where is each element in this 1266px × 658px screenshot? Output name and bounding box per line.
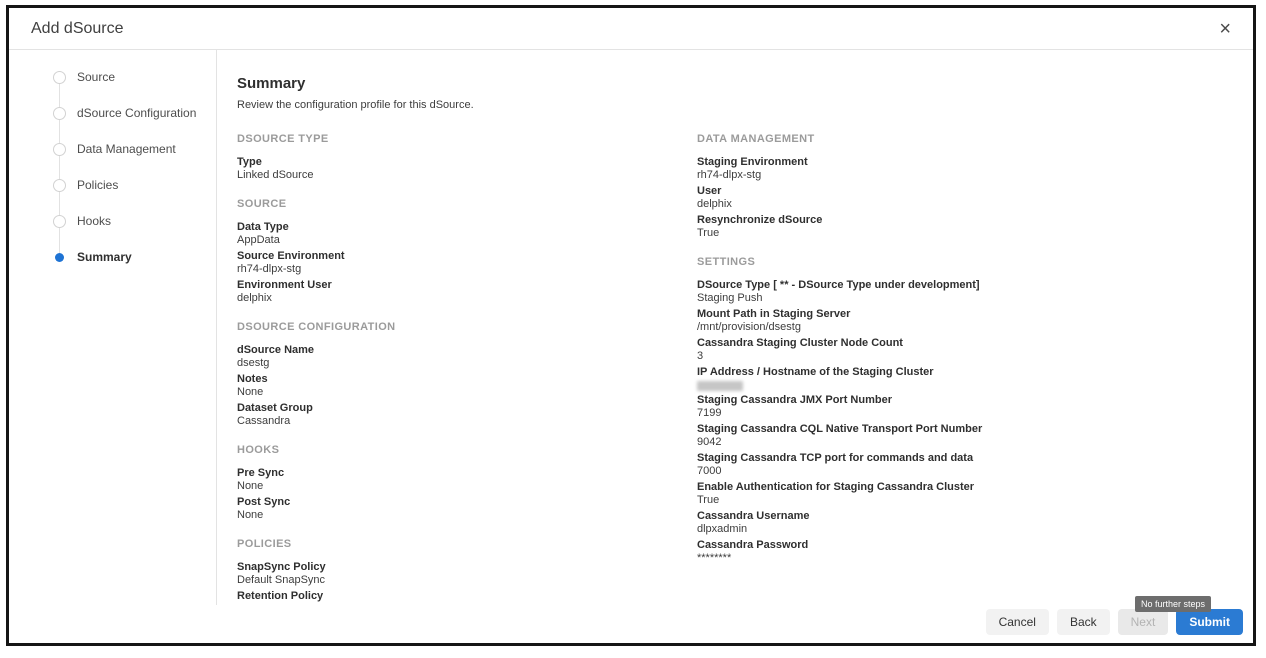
field-value: Staging Push xyxy=(697,292,763,304)
field-value: 7000 xyxy=(697,465,722,477)
field-type xyxy=(237,156,697,182)
field-cassandra-staging-cluster-node-count xyxy=(697,337,1225,363)
field-value: 7199 xyxy=(697,407,722,419)
field-ip-address-hostname-of-the-staging-cluster xyxy=(697,366,1225,391)
no-further-steps-tooltip: No further steps xyxy=(1135,596,1211,612)
field-mount-path-in-staging-server xyxy=(697,308,1225,334)
field-label: IP Address / Hostname of the Staging Cluster xyxy=(697,366,934,378)
next-button[interactable]: Next xyxy=(1118,609,1169,635)
add-dsource-dialog xyxy=(6,5,1256,646)
step-label: Source xyxy=(77,70,116,84)
field-label: Post Sync xyxy=(237,496,291,508)
field-dsource-type-dsource-type-under-development xyxy=(697,279,1225,305)
field-label: User xyxy=(697,185,722,197)
section-dsource-configuration xyxy=(237,321,697,428)
close-icon[interactable]: × xyxy=(1219,17,1231,40)
section-heading: DSOURCE TYPE xyxy=(237,133,329,145)
cancel-button[interactable]: Cancel xyxy=(986,609,1049,635)
field-label: Resynchronize dSource xyxy=(697,214,823,226)
dialog-footer xyxy=(9,599,1253,643)
field-value: dlpxadmin xyxy=(697,523,748,535)
field-value: None xyxy=(237,386,264,398)
field-label: Staging Cassandra JMX Port Number xyxy=(697,394,892,406)
step-circle-icon xyxy=(53,215,66,228)
field-value: delphix xyxy=(697,198,732,210)
section-heading: POLICIES xyxy=(237,538,292,550)
section-heading: SETTINGS xyxy=(697,256,756,268)
step-label: Summary xyxy=(77,250,132,264)
section-hooks xyxy=(237,444,697,522)
field-label: Enable Authentication for Staging Cassandra Cluster xyxy=(697,481,975,493)
section-heading: SOURCE xyxy=(237,198,287,210)
wizard-step-policies[interactable] xyxy=(53,179,216,192)
field-label: Notes xyxy=(237,373,268,385)
field-label: Environment User xyxy=(237,279,332,291)
field-label: Cassandra Username xyxy=(697,510,810,522)
field-label: Staging Cassandra TCP port for commands and data xyxy=(697,452,974,464)
step-label: dSource Configuration xyxy=(77,106,197,120)
field-label: Source Environment xyxy=(237,250,345,262)
field-value: None xyxy=(237,509,264,521)
field-value: True xyxy=(697,227,720,239)
dialog-title: Add dSource xyxy=(31,19,124,37)
field-staging-cassandra-tcp-port-for-commands-and-data xyxy=(697,452,1225,478)
summary-content xyxy=(217,50,1253,605)
field-snapsync-policy xyxy=(237,561,697,587)
redacted-value xyxy=(697,381,743,391)
field-value: Linked dSource xyxy=(237,169,314,181)
field-pre-sync xyxy=(237,467,697,493)
section-heading: DSOURCE CONFIGURATION xyxy=(237,321,396,333)
field-value: None xyxy=(237,480,264,492)
field-data-type xyxy=(237,221,697,247)
field-value: /mnt/provision/dsestg xyxy=(697,321,801,333)
field-label: Mount Path in Staging Server xyxy=(697,308,851,320)
section-data-management xyxy=(697,133,1225,240)
wizard-step-data-management[interactable] xyxy=(53,143,216,156)
field-label: Data Type xyxy=(237,221,289,233)
section-heading: HOOKS xyxy=(237,444,280,456)
wizard-step-hooks[interactable] xyxy=(53,215,216,228)
wizard-step-source[interactable] xyxy=(53,71,216,84)
step-label: Data Management xyxy=(77,142,176,156)
dialog-body xyxy=(9,50,1253,605)
step-circle-icon xyxy=(53,107,66,120)
wizard-step-summary[interactable] xyxy=(53,251,216,264)
summary-left-column xyxy=(237,117,697,605)
dialog-header xyxy=(9,8,1253,50)
field-post-sync xyxy=(237,496,697,522)
field-dataset-group xyxy=(237,402,697,428)
field-label: DSource Type [ ** - DSource Type under development] xyxy=(697,279,980,291)
field-cassandra-password xyxy=(697,539,1225,565)
field-value: 3 xyxy=(697,350,704,362)
field-value: dsestg xyxy=(237,357,270,369)
step-active-dot-icon xyxy=(55,253,64,262)
field-staging-cassandra-jmx-port-number xyxy=(697,394,1225,420)
field-environment-user xyxy=(237,279,697,305)
field-label: Cassandra Password xyxy=(697,539,809,551)
field-label: Retention Policy xyxy=(237,590,324,602)
step-label: Hooks xyxy=(77,214,112,228)
wizard-step-nav xyxy=(9,50,217,605)
field-source-environment xyxy=(237,250,697,276)
step-label: Policies xyxy=(77,178,119,192)
field-value: Default SnapSync xyxy=(237,574,326,586)
field-label: Cassandra Staging Cluster Node Count xyxy=(697,337,903,349)
field-enable-authentication-for-staging-cassandra-cluster xyxy=(697,481,1225,507)
field-value: rh74-dlpx-stg xyxy=(237,263,302,275)
page-subtitle: Review the configuration profile for this dSource. xyxy=(237,99,474,111)
section-policies xyxy=(237,538,697,603)
field-value: delphix xyxy=(237,292,272,304)
field-staging-cassandra-cql-native-transport-port-number xyxy=(697,423,1225,449)
field-dsource-name xyxy=(237,344,697,370)
field-label: Staging Environment xyxy=(697,156,808,168)
field-value: ******** xyxy=(697,552,732,564)
page-title: Summary xyxy=(237,75,306,92)
section-settings xyxy=(697,256,1225,565)
field-label: Type xyxy=(237,156,262,168)
field-value: AppData xyxy=(237,234,280,246)
section-heading: DATA MANAGEMENT xyxy=(697,133,815,145)
field-retention-policy xyxy=(237,590,697,603)
field-label: Staging Cassandra CQL Native Transport Port Number xyxy=(697,423,983,435)
field-notes xyxy=(237,373,697,399)
field-value: True xyxy=(697,494,720,506)
wizard-step-list xyxy=(9,71,216,264)
field-value: 9042 xyxy=(697,436,722,448)
wizard-step-dsource-configuration[interactable] xyxy=(53,107,216,120)
field-label: Pre Sync xyxy=(237,467,285,479)
field-label: Dataset Group xyxy=(237,402,313,414)
field-staging-environment xyxy=(697,156,1225,182)
field-label: dSource Name xyxy=(237,344,315,356)
back-button[interactable]: Back xyxy=(1057,609,1110,635)
step-circle-icon xyxy=(53,143,66,156)
summary-right-column xyxy=(697,117,1225,605)
field-cassandra-username xyxy=(697,510,1225,536)
section-source xyxy=(237,198,697,305)
section-dsource-type xyxy=(237,133,697,182)
field-value: Cassandra xyxy=(237,415,291,427)
field-user xyxy=(697,185,1225,211)
summary-columns xyxy=(237,117,1225,605)
step-circle-icon xyxy=(53,179,66,192)
field-value: rh74-dlpx-stg xyxy=(697,169,762,181)
field-label: SnapSync Policy xyxy=(237,561,326,573)
field-resynchronize-dsource xyxy=(697,214,1225,240)
step-circle-icon xyxy=(53,71,66,84)
submit-button[interactable]: Submit xyxy=(1176,609,1243,635)
